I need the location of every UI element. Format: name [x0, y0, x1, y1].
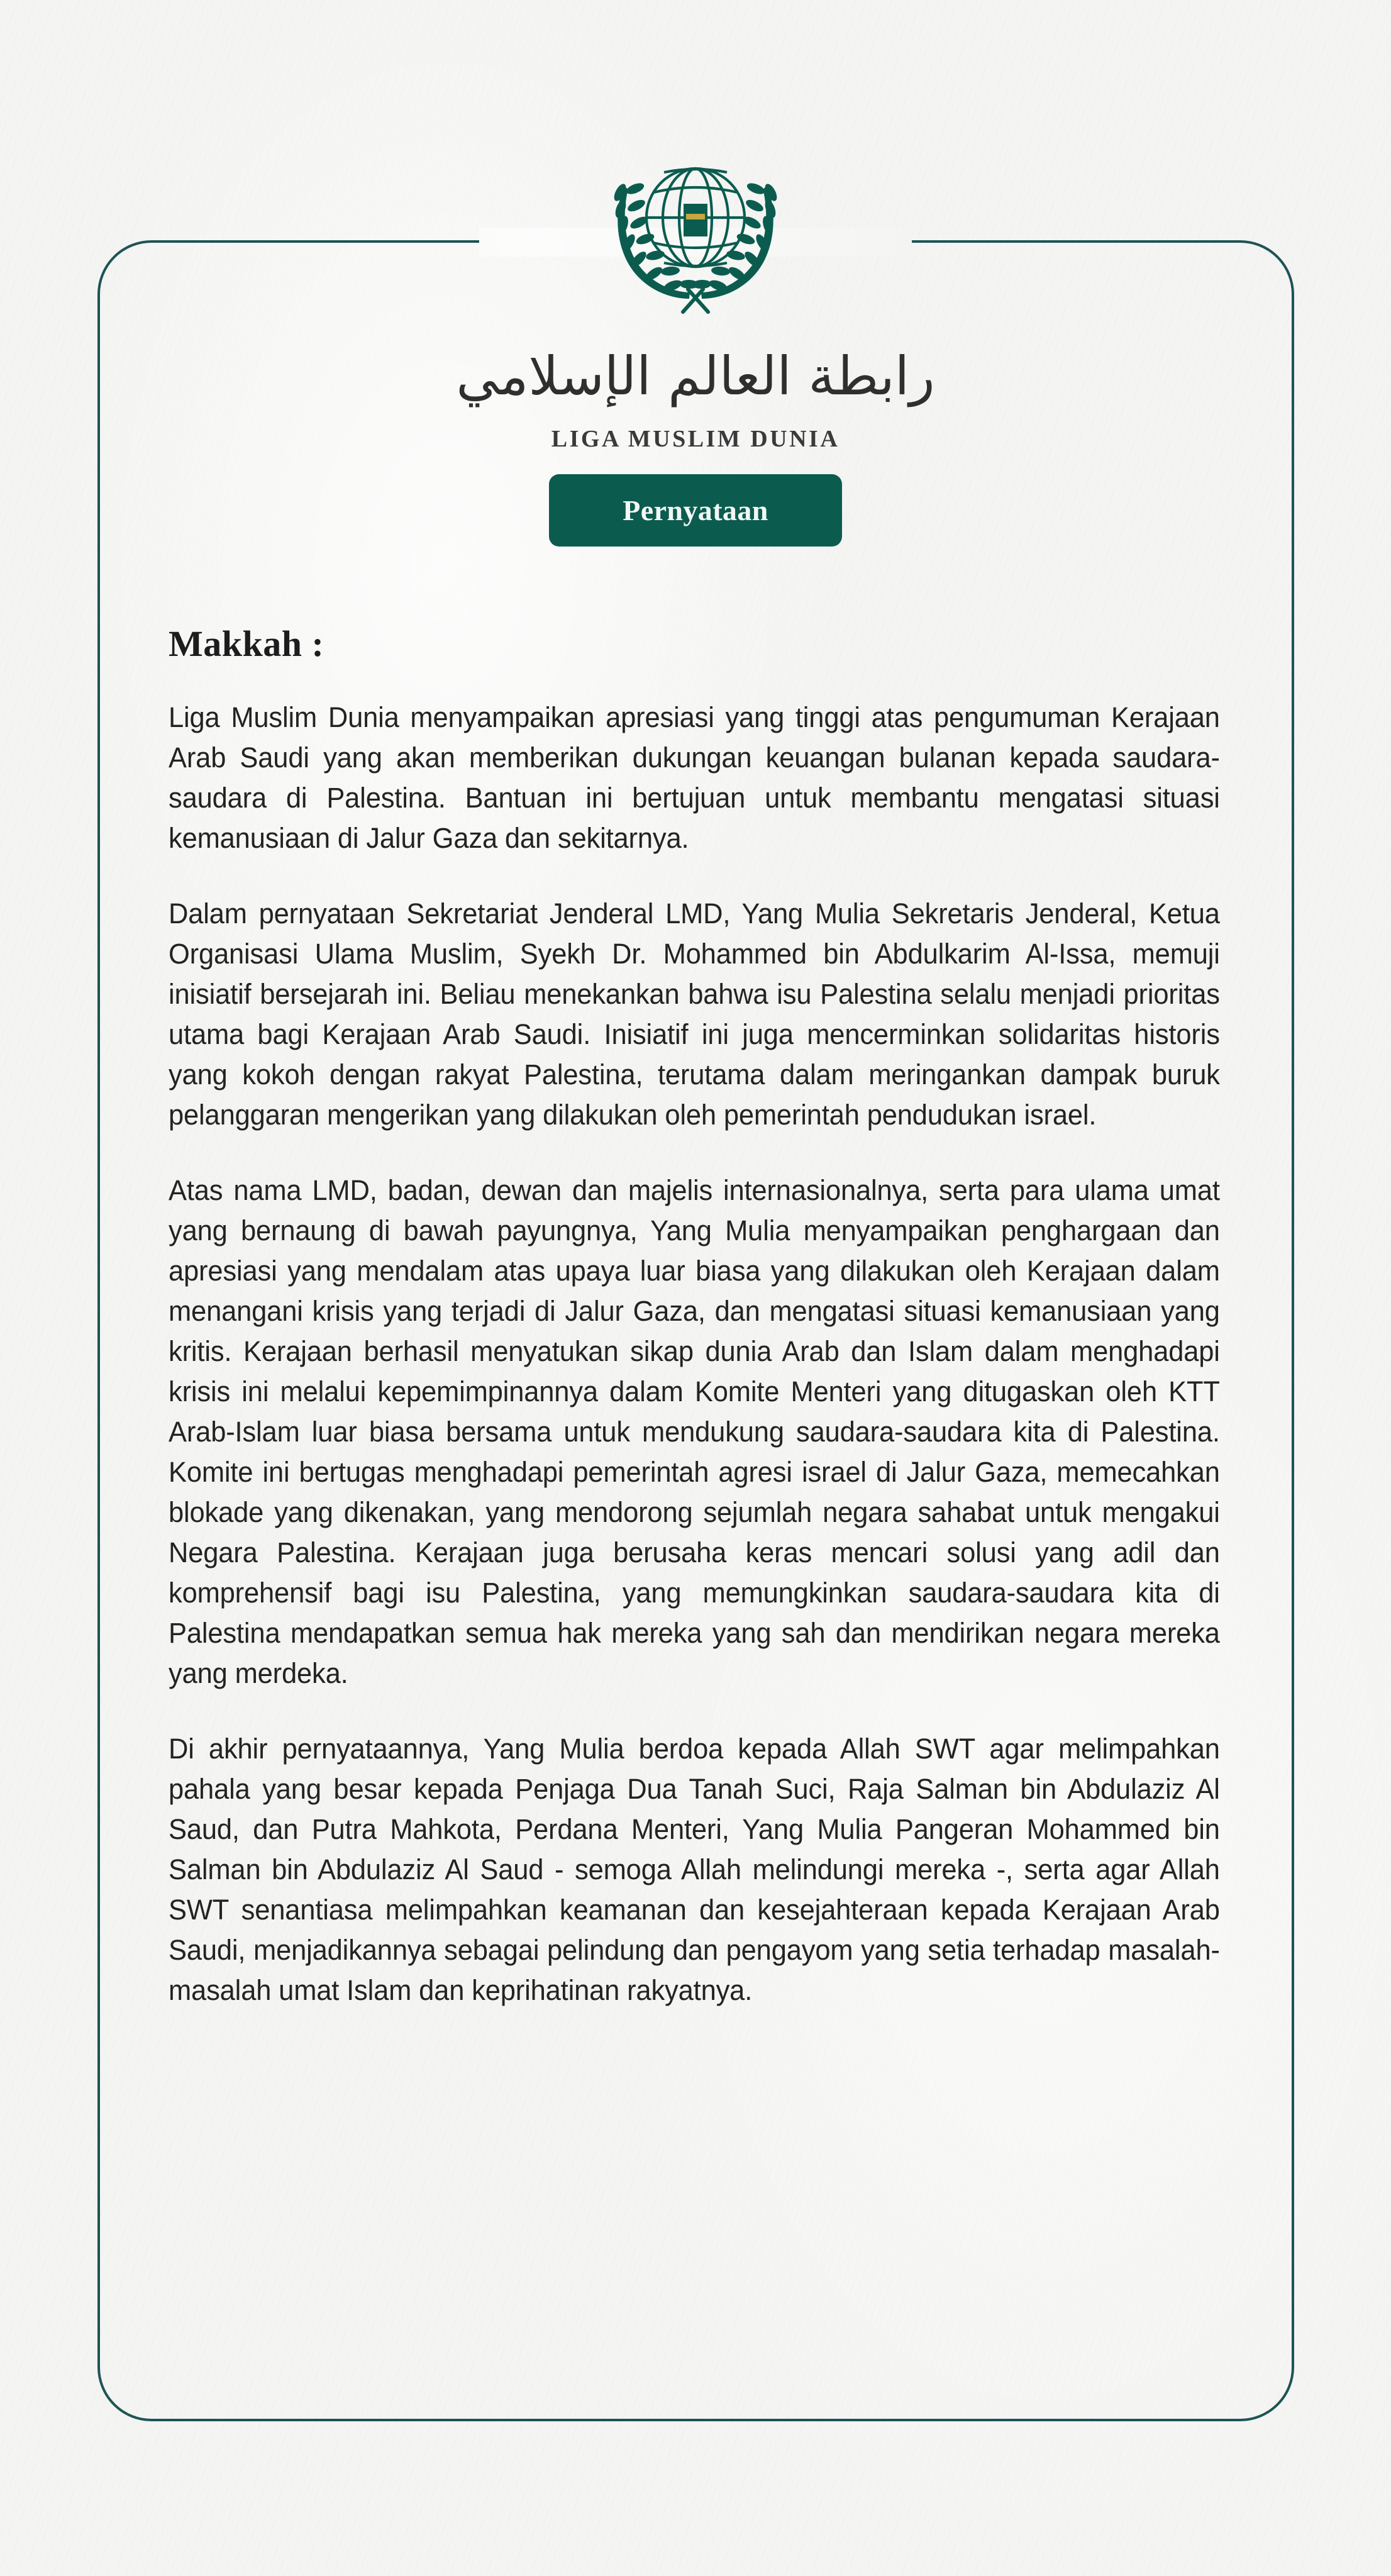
- organization-name-arabic: رابطة العالم الإسلامي: [456, 345, 935, 407]
- organization-emblem: [0, 143, 1391, 332]
- statement-badge: [549, 474, 842, 547]
- dateline: Makkah :: [169, 623, 324, 664]
- globe-laurel-wreath-kaaba-icon: [595, 143, 796, 332]
- paragraph: Dalam pernyataan Sekretariat Jenderal LMD, Yang Mulia Sekretaris Jenderal, Ketua Organisasi Ulama Muslim, Syekh Dr. Mohammed bin Abdulkarim Al-Issa, memuji inisiatif bersejarah ini. Beliau menekankan bahwa isu Palestina selalu menjadi prioritas utama bagi Kerajaan Arab Saudi. Inisiatif ini juga mencerminkan solidaritas historis yang kokoh dengan rakyat Palestina, terutama dalam meringankan dampak buruk pelanggaran mengerikan yang dilakukan oleh pemerintah pendudukan israel.: [169, 897, 1220, 1131]
- paragraph: Liga Muslim Dunia menyampaikan apresiasi yang tinggi atas pengumuman Kerajaan Arab Saudi yang akan memberikan dukungan keuangan bulanan kepada saudara-saudara di Palestina. Bantuan ini bertujuan untuk membantu mengatasi situasi kemanusiaan di Jalur Gaza dan sekitarnya.: [169, 701, 1220, 854]
- organization-name-latin: LIGA MUSLIM DUNIA: [551, 426, 840, 452]
- paragraph: Atas nama LMD, badan, dewan dan majelis internasionalnya, serta para ulama umat yang bernaung di bawah payungnya, Yang Mulia menyampaikan penghargaan dan apresiasi yang mendalam atas upaya luar biasa yang dilakukan oleh Kerajaan dalam menangani krisis yang terjadi di Jalur Gaza, dan mengatasi situasi kemanusiaan yang kritis. Kerajaan berhasil menyatukan sikap dunia Arab dan Islam dalam menghadapi krisis ini melalui kepemimpinannya dalam Komite Menteri yang ditugaskan oleh KTT Arab-Islam luar biasa bersama untuk mendukung saudara-saudara kita di Palestina. Komite ini bertugas menghadapi pemerintah agresi israel di Jalur Gaza, memecahkan blokade yang dikenakan, yang mendorong sejumlah negara sahabat untuk mengakui Negara Palestina. Kerajaan juga berusaha keras mencari solusi yang adil dan komprehensif bagi isu Palestina, yang memungkinkan saudara-saudara kita di Palestina mendapatkan semua hak mereka yang sah dan mendirikan negara mereka yang merdeka.: [169, 1174, 1220, 1689]
- paragraph: Di akhir pernyataannya, Yang Mulia berdoa kepada Allah SWT agar melimpahkan pahala yang besar kepada Penjaga Dua Tanah Suci, Raja Salman bin Abdulaziz Al Saud, dan Putra Mahkota, Perdana Menteri, Yang Mulia Pangeran Mohammed bin Salman bin Abdulaziz Al Saud - semoga Allah melindungi mereka -, serta agar Allah SWT senantiasa melimpahkan keamanan dan kesejahteraan kepada Kerajaan Arab Saudi, menjadikannya sebagai pelindung dan pengayom yang setia terhadap masalah-masalah umat Islam dan keprihatinan rakyatnya.: [169, 1733, 1220, 2006]
- statement-body: [169, 623, 1220, 2011]
- statement-badge-label: Pernyataan: [623, 494, 768, 526]
